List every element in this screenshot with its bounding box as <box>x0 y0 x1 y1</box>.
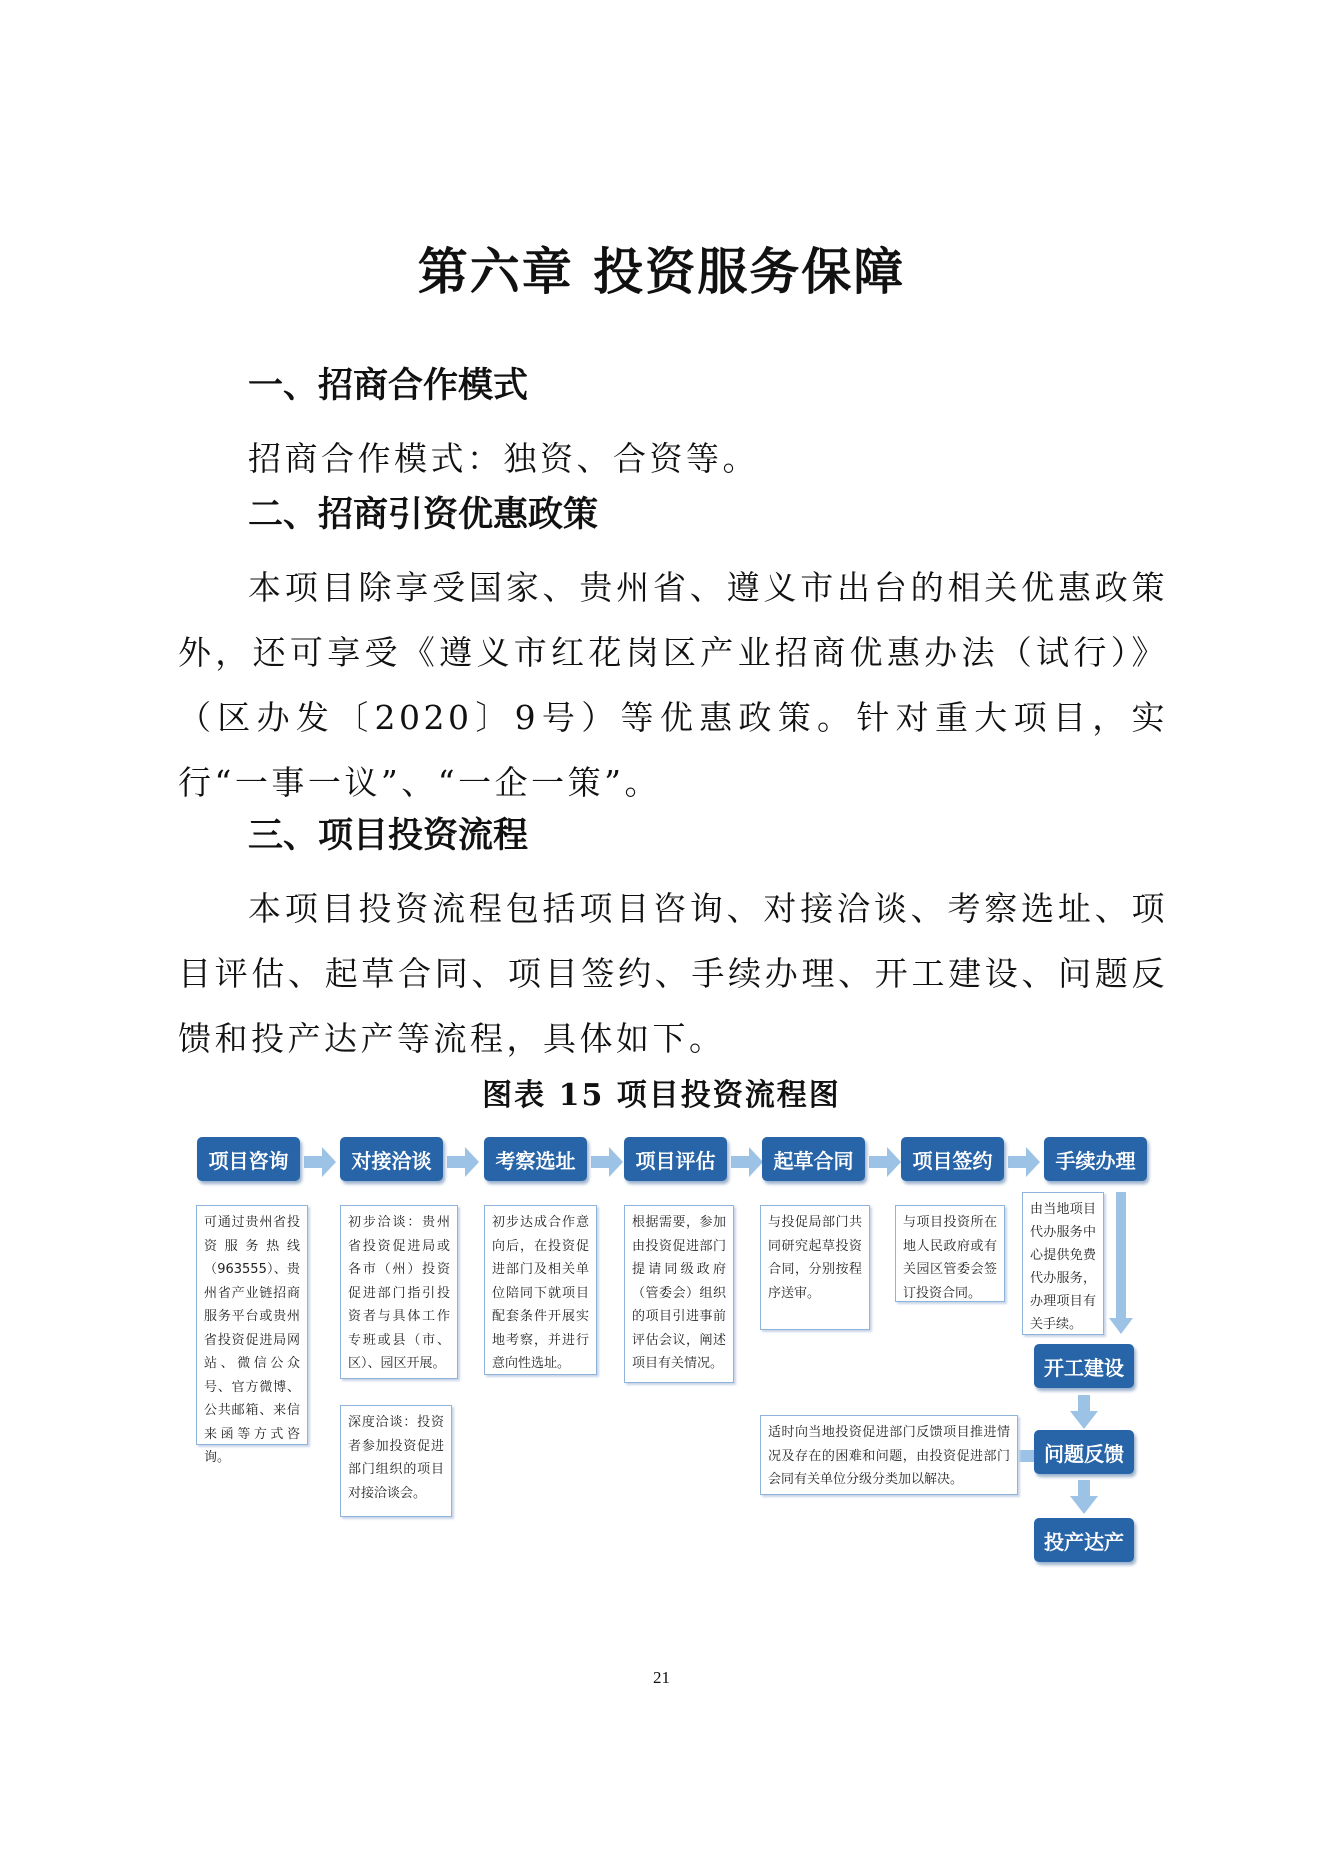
step-draft-contract: 起草合同 <box>762 1137 865 1181</box>
desc-project-signing: 与项目投资所在地人民政府或有关园区管委会签订投资合同。 <box>895 1205 1005 1302</box>
arrow-5-6 <box>869 1147 901 1177</box>
arrow-3-4 <box>591 1147 623 1177</box>
page-number: 21 <box>653 1668 670 1687</box>
arrow-9-10 <box>1070 1480 1098 1514</box>
step-production: 投产达产 <box>1034 1518 1134 1562</box>
arrow-7-8 <box>1109 1192 1133 1334</box>
step-site-selection: 考察选址 <box>484 1137 587 1181</box>
section-heading-2: 二、招商引资优惠政策 <box>248 495 599 535</box>
figure-caption: 图表 15 项目投资流程图 <box>482 1078 841 1113</box>
desc-draft-contract: 与投促局部门共同研究起草投资合同，分别按程序送审。 <box>760 1205 870 1330</box>
step-project-consult: 项目咨询 <box>197 1137 300 1181</box>
chapter-title: 第六章 投资服务保障 <box>417 243 906 301</box>
step-project-signing: 项目签约 <box>901 1137 1004 1181</box>
desc-initial-negotiation: 初步洽谈：贵州省投资促进局或各市（州）投资促进部门指引投资者与具体工作专班或县（市、区）、园区开展。 <box>340 1205 458 1379</box>
desc-procedures: 由当地项目代办服务中心提供免费代办服务，办理项目有关手续。 <box>1022 1192 1104 1335</box>
desc-problem-feedback: 适时向当地投资促进部门反馈项目推进情况及存在的困难和问题，由投资促进部门会同有关单位分级分类加以解决。 <box>760 1415 1018 1495</box>
arrow-1-2 <box>304 1147 336 1177</box>
step-construction-start: 开工建设 <box>1034 1344 1134 1388</box>
section-heading-1: 一、招商合作模式 <box>248 366 529 406</box>
section-2-paragraph: 本项目除享受国家、贵州省、遵义市出台的相关优惠政策外，还可享受《遵义市红花岗区产业招商优惠办法（试行）》（区办发〔2020〕9号）等优惠政策。针对重大项目，实行“一事一议”、“一企一策”。 <box>178 568 1168 802</box>
arrow-8-9 <box>1070 1395 1098 1429</box>
arrow-2-3 <box>447 1147 479 1177</box>
arrow-6-7 <box>1008 1147 1040 1177</box>
step-negotiation: 对接洽谈 <box>340 1137 443 1181</box>
desc-deep-negotiation: 深度洽谈：投资者参加投资促进部门组织的项目对接洽谈会。 <box>340 1405 452 1517</box>
step-procedures: 手续办理 <box>1044 1137 1147 1181</box>
step-problem-feedback: 问题反馈 <box>1034 1430 1134 1474</box>
desc-project-consult: 可通过贵州省投资服务热线（963555）、贵州省产业链招商服务平台或贵州省投资促进局网站、微信公众号、官方微博、公共邮箱、来信来函等方式咨询。 <box>196 1205 308 1445</box>
arrow-4-5 <box>731 1147 763 1177</box>
desc-project-evaluation: 根据需要，参加由投资促进部门提请同级政府（管委会）组织的项目引进事前评估会议，阐述项目有关情况。 <box>624 1205 734 1383</box>
section-1-paragraph: 招商合作模式：独资、合资等。 <box>248 439 759 478</box>
desc-site-selection: 初步达成合作意向后，在投资促进部门及相关单位陪同下就项目配套条件开展实地考察，并进行意向性选址。 <box>484 1205 597 1375</box>
section-heading-3: 三、项目投资流程 <box>248 816 529 856</box>
step-project-evaluation: 项目评估 <box>624 1137 727 1181</box>
section-3-paragraph: 本项目投资流程包括项目咨询、对接洽谈、考察选址、项目评估、起草合同、项目签约、手续办理、开工建设、问题反馈和投产达产等流程，具体如下。 <box>178 889 1168 1058</box>
